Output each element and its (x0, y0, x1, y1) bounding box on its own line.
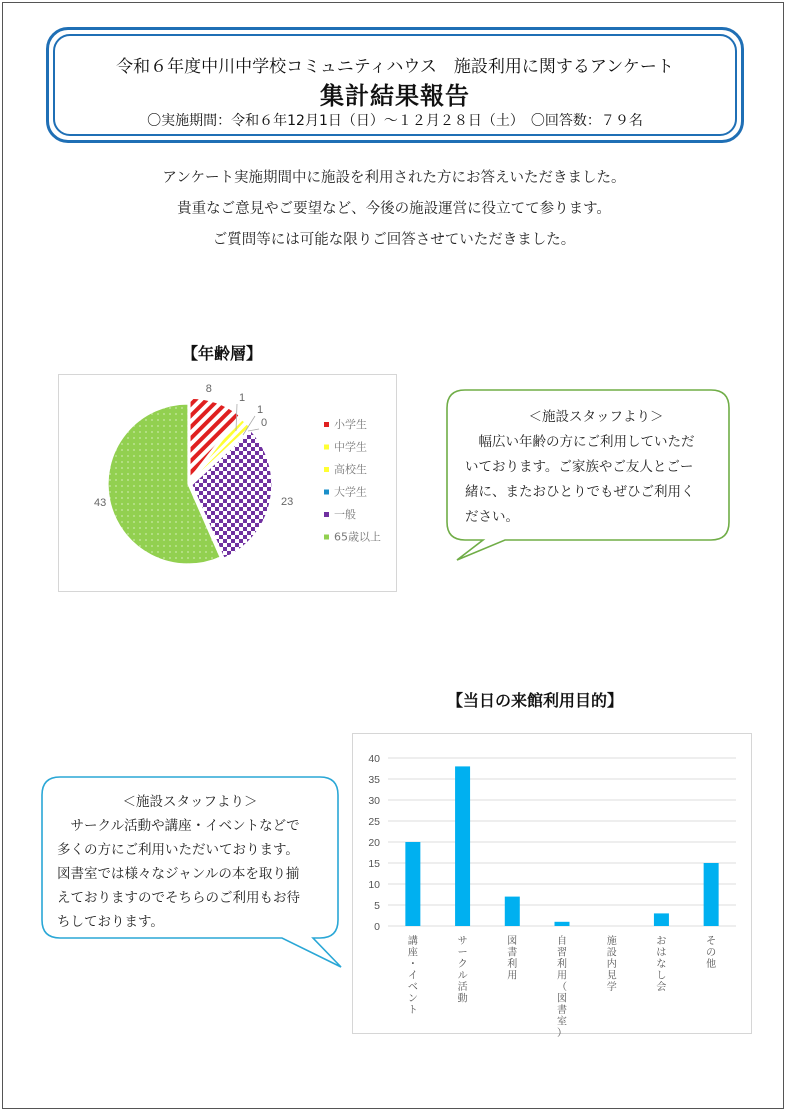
bar-0 (405, 842, 420, 926)
svg-text:図書利用: 図書利用 (507, 936, 518, 982)
pie-legend-swatch-5 (324, 535, 329, 540)
pie-data-label-5: 43 (94, 497, 107, 509)
bar-ytick-label-4: 20 (368, 837, 380, 849)
age-bubble-heading: ＜施設スタッフより＞ (528, 409, 664, 425)
bar-ytick-label-3: 15 (368, 858, 380, 870)
pie-legend-label-2: 高校生 (334, 463, 367, 476)
bar-category-label-5 (656, 935, 666, 993)
pie-legend-swatch-1 (324, 445, 329, 450)
purpose-bubble-line-3: 図書室では様々なジャンルの本を取り揃 (57, 866, 300, 882)
pie-legend-swatch-2 (324, 467, 329, 472)
pie-legend-swatch-3 (324, 490, 329, 495)
svg-text:自習利用（図書室）: 自習利用（図書室） (557, 936, 567, 1039)
survey-period: 〇実施期間：令和６年12月1日（日）～１２月２８日（土） 〇回答数：７９名 (147, 113, 643, 129)
age-bubble-line-4: ださい。 (465, 509, 519, 525)
pie-data-label-0: 8 (205, 383, 212, 395)
bar-category-label-2 (507, 935, 517, 982)
bar-ytick-label-0: 0 (374, 921, 380, 933)
pie-leader-line-3 (248, 429, 259, 431)
bar-3 (555, 922, 570, 926)
age-bubble-line-2: いております。ご家族やご友人とごー (465, 459, 694, 475)
pie-data-label-4: 23 (281, 496, 294, 508)
bar-6 (704, 863, 719, 926)
intro-line-3: ご質問等には可能な限りご回答させていただきました。 (212, 232, 576, 248)
svg-text:施設内見学: 施設内見学 (606, 936, 617, 993)
age-bubble-line-1: 幅広い年齢の方にご利用していただ (465, 434, 695, 450)
bar-category-label-6 (706, 935, 716, 970)
age-bubble-line-3: 緒に、またおひとりでもぜひご利用く (465, 484, 695, 500)
purpose-bar-chart (353, 734, 751, 1039)
bar-ytick-label-7: 35 (368, 774, 380, 786)
pie-legend-swatch-0 (324, 422, 329, 427)
purpose-bubble-line-1: サークル活動や講座・イベントなどで (57, 818, 300, 834)
svg-text:サークル活動: サークル活動 (457, 936, 468, 1005)
bar-category-label-3 (557, 934, 567, 1039)
header-box (46, 27, 744, 143)
header-title: 集計結果報告 (320, 82, 470, 110)
age-pie-chart (59, 375, 396, 591)
bar-ytick-label-1: 5 (374, 900, 380, 912)
purpose-bubble-heading: ＜施設スタッフより＞ (122, 794, 258, 810)
svg-text:おはなし会: おはなし会 (656, 936, 667, 993)
purpose-bubble-line-5: ちしております。 (57, 914, 164, 930)
header-subtitle: 令和６年度中川中学校コミュニティハウス 施設利用に関するアンケート (116, 57, 674, 77)
pie-legend-label-3: 大学生 (334, 485, 367, 499)
bar-ytick-label-2: 10 (368, 879, 380, 891)
intro-line-1: アンケート実施期間中に施設を利用された方にお答えいただきました。 (162, 170, 626, 186)
bar-category-label-1 (458, 935, 468, 1005)
bar-1 (455, 766, 470, 926)
pie-legend-label-0: 小学生 (334, 418, 367, 431)
intro-line-2: 貴重なご意見やご要望など、今後の施設運営に役立てて参ります。 (177, 201, 611, 217)
pie-legend-label-4: 一般 (334, 508, 356, 521)
bar-ytick-label-6: 30 (368, 795, 380, 807)
purpose-bar-chart-frame (352, 733, 752, 1039)
pie-data-label-3: 0 (261, 417, 268, 429)
bar-5 (654, 913, 669, 926)
bar-ytick-label-8: 40 (368, 753, 380, 765)
purpose-bubble-line-2: 多くの方にご利用いただいております。 (57, 842, 299, 858)
age-pie-chart-frame (58, 374, 397, 592)
svg-text:その他: その他 (706, 936, 717, 970)
purpose-section-title: 【当日の来館利用目的】 (447, 691, 624, 710)
bar-category-label-4 (607, 935, 617, 993)
bar-category-label-0 (408, 934, 418, 1016)
purpose-bubble-line-4: えておりますのでそちらのご利用もお待 (57, 890, 300, 906)
pie-legend-swatch-4 (324, 512, 329, 517)
pie-legend-label-5: 65歳以上 (334, 530, 381, 544)
bar-ytick-label-5: 25 (368, 816, 380, 828)
pie-data-label-1: 1 (239, 392, 246, 404)
age-section-title: 【年齢層】 (182, 344, 263, 363)
pie-legend-label-1: 中学生 (334, 440, 367, 454)
pie-data-label-2: 1 (257, 404, 264, 416)
bar-2 (505, 897, 520, 926)
svg-text:講座・イベント: 講座・イベント (407, 936, 418, 1016)
